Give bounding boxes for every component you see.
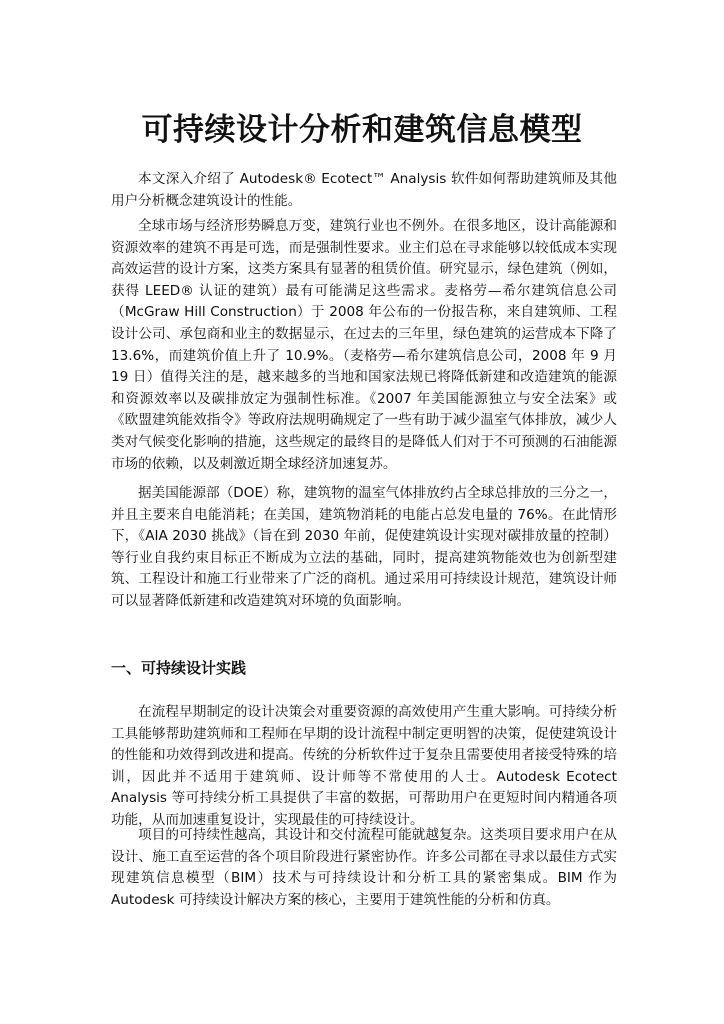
body-paragraph-4: 项目的可持续性越高，其设计和交付流程可能就越复杂。这类项目要求用户在从设计、施工直至运营的各个项目阶段进行紧密协作。许多公司都在寻求以最佳方式实现建筑信息模型（BIM）技术与可持续设计和分析工具的紧密集成。BIM 作为 Autodesk 可持续设计解决方案的核心，主要用于建筑性能的分析和仿真。 (111, 827, 617, 908)
page-title: 可持续设计分析和建筑信息模型 (141, 112, 583, 148)
section-heading: 一、可持续设计实践 (111, 659, 247, 677)
intro-paragraph: 本文深入介绍了 Autodesk® Ecotect™ Analysis 软件如何帮助建筑师及其他用户分析概念建筑设计的性能。 (111, 171, 617, 209)
body-paragraph-1: 全球市场与经济形势瞬息万变，建筑行业也不例外。在很多地区，设计高能源和资源效率的建筑不再是可选，而是强制性要求。业主们总在寻求能够以较低成本实现高效运营的设计方案，这类方案具有显著的租赁价值。研究显示，绿色建筑（例如，获得 LEED® 认证的建筑）最有可能满足这些需求。麦格劳—希尔建筑信息公司（McGraw Hill Construction）于 2008 年公布的一份报告称，来自建筑师、工程设计公司、承包商和业主的数据显示，在过去的三年里，绿色建筑的运营成本下降了 13.6%，而建筑价值上升了 10.9%。（麦格劳—希尔建筑信息公司，2008 年 9 月 19 日）值得关注的是，越来越多的当地和国家法规已将降低新建和改造建筑的能源和资源效率以及碳排放定为强制性标准。《2007 年美国能源独立与安全法案》或《欧盟建筑能效指令》等政府法规明确规定了一些有助于减少温室气体排放，减少人类对气候变化影响的措施，这些规定的最终目的是降低人们对于不可预测的石油能源市场的依赖，以及刺激近期全球经济加速复苏。 (111, 218, 617, 472)
body-paragraph-2: 据美国能源部（DOE）称，建筑物的温室气体排放约占全球总排放的三分之一，并且主要来自电能消耗；在美国，建筑物消耗的电能占总发电量的 76%。在此情形下，《AIA 2030 挑战》（旨在到 2030 年前，促使建筑设计实现对碳排放量的控制）等行业自我约束目标正不断成为立法的基础，同时，提高建筑物能效也为创新型建筑、工程设计和施工行业带来了广泛的商机。通过采用可持续设计规范，建筑设计师可以显著降低新建和改造建筑对环境的负面影响。 (111, 485, 617, 609)
body-paragraph-3: 在流程早期制定的设计决策会对重要资源的高效使用产生重大影响。可持续分析工具能够帮助建筑师和工程师在早期的设计流程中制定更明智的决策，促使建筑设计的性能和功效得到改进和提高。传统的分析软件过于复杂且需要使用者接受特殊的培训，因此并不适用于建筑师、设计师等不常使用的人士。Autodesk Ecotect Analysis 等可持续分析工具提供了丰富的数据，可帮助用户在更短时间内精通各项功能，从而加速重复设计，实现最佳的可持续设计。 (111, 704, 617, 828)
